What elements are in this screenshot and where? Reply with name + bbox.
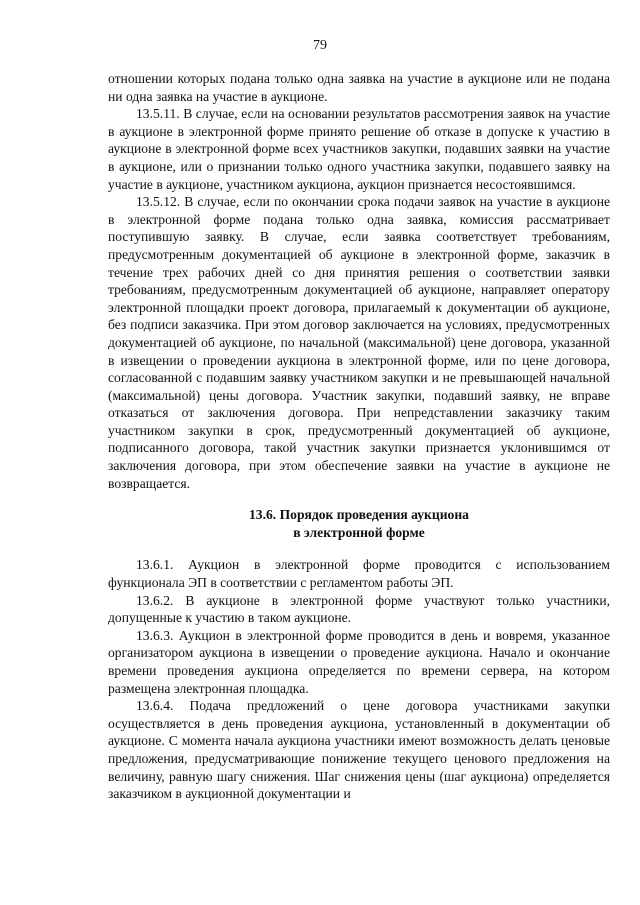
section-heading-line-1: 13.6. Порядок проведения аукциона (249, 507, 469, 523)
paragraph-13-5-11: 13.5.11. В случае, если на основании результатов рассмотрения заявок на участие в аукционе в электронной форме принято решение об отказе в допуске к участию в аукционе в электронной форме всех участников закупки, подавших заявки на участие в аукционе, или о признании только одного участника закупки, подавшего заявку на участие в аукционе, участником аукциона, аукцион признается несостоявшимся. (108, 106, 610, 192)
paragraph-continuation: отношении которых подана только одна заявка на участие в аукционе или не подана ни одна заявка на участие в аукционе. (108, 71, 610, 104)
paragraph-13-6-1: 13.6.1. Аукцион в электронной форме проводится с использованием функционала ЭП в соответствии с регламентом работы ЭП. (108, 557, 610, 591)
page-number: 79 (313, 38, 327, 53)
paragraph-13-6-3: 13.6.3. Аукцион в электронной форме проводится в день и вовремя, указанное организатором аукциона в извещении о проведение аукциона. Начало и окончание времени проведения аукциона определяется по времени сервера, на котором размещена электронная площадка. (108, 627, 610, 696)
paragraph-13-6-4: 13.6.4. Подача предложений о цене договора участниками закупки осуществляется в день проведения аукциона, установленный в документации об аукционе. С момента начала аукциона участники имеют возможность делать ценовые предложения, предусматривающие понижение текущего ценового предложения на величину, равную шагу снижения. Шаг снижения цены (шаг аукциона) определяется заказчиком в аукционной документации и (108, 698, 610, 802)
paragraph-13-5-12: 13.5.12. В случае, если по окончании срока подачи заявок на участие в аукционе в электронной форме подана только одна заявка, комиссия рассматривает поступившую заявку. В случае, если заявка соответствует требованиям, предусмотренным документацией об аукционе в электронной форме, заказчик в течение трех рабочих дней со дня принятия решения о соответствии заявки требованиям, предусмотренным документацией об аукционе, направляет оператору электронной площадки проект договора, прилагаемый к документации об аукционе, без подписи заказчика. При этом договор заключается на условиях, предусмотренных документацией об аукционе, по начальной (максимальной) цене договора, указанной в извещении о проведении аукциона в электронной форме, или по цене договора, согласованной с подавшим заявку участником закупки и не превышающей начальной (максимальной) цены договора. Участник закупки, подавший заявку, не вправе отказаться от заключения договора. При непредставлении заказчику таким участником закупки в срок, предусмотренный документацией об аукционе, подписанного договора, такой участник закупки признается уклонившимся от заключения договора, при этом обеспечение заявки на участие в аукционе не возвращается. (108, 194, 610, 491)
paragraph-13-6-2: 13.6.2. В аукционе в электронной форме участвуют только участники, допущенные к участию в таком аукционе. (108, 592, 610, 626)
document-body (108, 70, 610, 803)
section-heading-line-2: в электронной форме (293, 524, 425, 540)
section-heading (108, 506, 610, 541)
